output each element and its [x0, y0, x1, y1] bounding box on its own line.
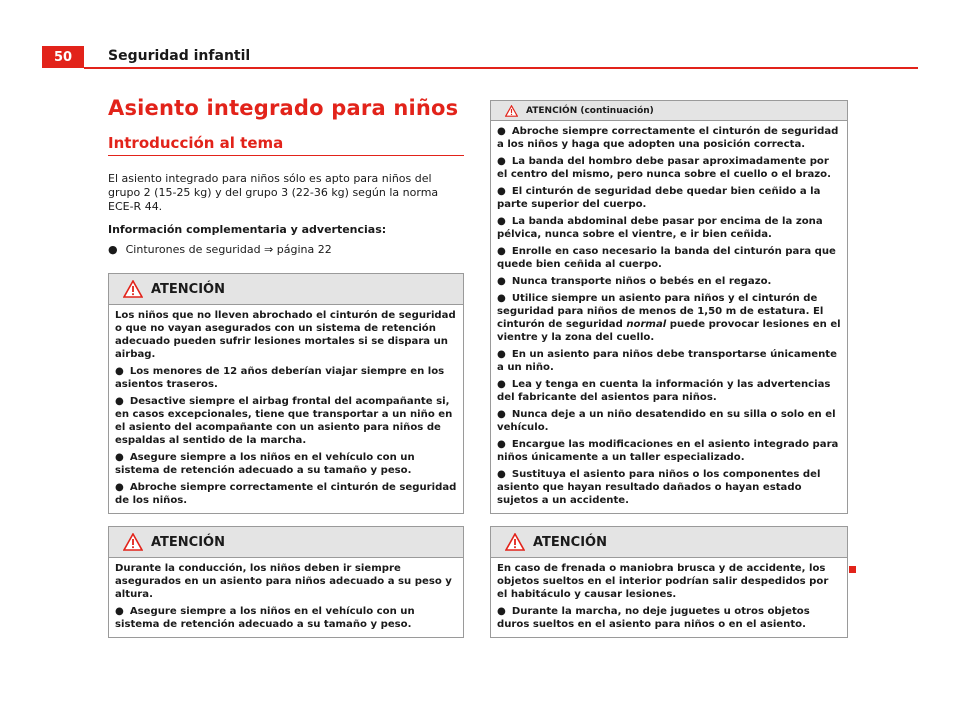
bullet: ● — [115, 396, 124, 407]
warning-item: ● Abroche siempre correctamente el cinturón de seguridad de los niños. — [115, 482, 457, 506]
bullet: ● — [115, 482, 124, 493]
xref-text: Cinturones de seguridad ⇒ página 22 — [125, 243, 332, 256]
bullet: ● — [497, 156, 506, 167]
warning-header — [491, 101, 847, 121]
xref-item[interactable] — [108, 243, 464, 256]
warning-item: ● Enrolle en caso necesario la banda del cinturón para que quede bien ceñida al cuerpo. — [497, 246, 836, 270]
warning-box-driving — [108, 526, 464, 638]
warning-item: ● En un asiento para niños debe transportarse únicamente a un niño. — [497, 349, 837, 373]
warning-item: ● Nunca deje a un niño desatendido en su silla o solo en el vehículo. — [497, 409, 836, 433]
warning-item: ● La banda del hombro debe pasar aproximadamente por el centro del mismo, pero nunca sobre el cuello o el brazo. — [497, 156, 831, 180]
warning-triangle-icon — [505, 105, 518, 117]
bullet: ● — [497, 439, 506, 450]
bullet: ● — [497, 216, 506, 227]
header-rule — [84, 67, 918, 69]
warning-lead: Durante la conducción, los niños deben ir siempre asegurados en un asiento para niños adecuado a su peso y altura. — [115, 563, 452, 600]
warning-body — [491, 558, 847, 637]
bullet: ● — [497, 126, 506, 137]
info-heading: Información complementaria y advertencias: — [108, 223, 387, 236]
end-of-section-marker — [849, 566, 856, 573]
bullet: ● — [497, 293, 506, 304]
warning-title: ATENCIÓN — [533, 534, 607, 550]
page-title: Asiento integrado para niños — [108, 96, 459, 120]
page-number: 50 — [42, 46, 84, 68]
warning-item: ● Lea y tenga en cuenta la información y las advertencias del fabricante del asientos para niños. — [497, 379, 831, 403]
bullet: ● — [497, 186, 506, 197]
warning-lead: Los niños que no lleven abrochado el cinturón de seguridad o que no vayan asegurados con un sistema de retención adecuado pueden sufrir lesiones mortales si se dispara un airbag. — [115, 310, 456, 360]
bullet: ● — [497, 409, 506, 420]
bullet: ● — [497, 469, 506, 480]
bullet: ● — [115, 606, 124, 617]
warning-item: ● Los menores de 12 años deberían viajar siempre en los asientos traseros. — [115, 366, 445, 390]
bullet: ● — [115, 366, 124, 377]
warning-item: ● La banda abdominal debe pasar por encima de la zona pélvica, nunca sobre el vientre, e ir bien ceñida. — [497, 216, 823, 240]
warning-item: ● Encargue las modificaciones en el asiento integrado para niños únicamente a un taller especializado. — [497, 439, 839, 463]
warning-item: ● Abroche siempre correctamente el cinturón de seguridad a los niños y haga que adopten una posición correcta. — [497, 126, 839, 150]
warning-box-loose-objects — [490, 526, 848, 638]
section-subtitle: Introducción al tema — [108, 134, 284, 152]
warning-item: ● Asegure siempre a los niños en el vehículo con un sistema de retención adecuado a su tamaño y peso. — [115, 606, 415, 630]
warning-item: ● Sustituya el asiento para niños o los componentes del asiento que hayan resultado dañados o hayan estado sujetos a un accidente. — [497, 469, 821, 506]
intro-paragraph: El asiento integrado para niños sólo es apto para niños del grupo 2 (15-25 kg) y del grupo 3 (22-36 kg) según la norma ECE-R 44. — [108, 172, 439, 213]
warning-title: ATENCIÓN — [151, 534, 225, 550]
warning-item: ● El cinturón de seguridad debe quedar bien ceñido a la parte superior del cuerpo. — [497, 186, 821, 210]
warning-item: ● Durante la marcha, no deje juguetes u otros objetos duros sueltos en el asiento para niños o en el asiento. — [497, 606, 810, 630]
warning-title: ATENCIÓN (continuación) — [526, 105, 654, 116]
warning-header — [109, 274, 463, 305]
warning-item: ● Asegure siempre a los niños en el vehículo con un sistema de retención adecuado a su tamaño y peso. — [115, 452, 415, 476]
warning-triangle-icon — [505, 533, 525, 551]
warning-header — [109, 527, 463, 558]
warning-item: ● Nunca transporte niños o bebés en el regazo. — [497, 276, 772, 287]
bullet: ● — [497, 246, 506, 257]
warning-item: ● Desactive siempre el airbag frontal del acompañante si, en casos excepcionales, tiene que transportar a un niño en el asiento del acompañante con un asiento para niños de espaldas al sentido de la marcha. — [115, 396, 453, 446]
emphasis-normal: normal — [626, 319, 667, 330]
right-column — [490, 100, 848, 638]
left-column — [108, 96, 464, 638]
warning-body — [109, 558, 463, 637]
warning-box-airbag — [108, 273, 464, 514]
bullet: ● — [108, 243, 118, 256]
warning-box-continued — [490, 100, 848, 514]
warning-body — [109, 305, 463, 513]
bullet: ● — [115, 452, 124, 463]
warning-item: ● Utilice siempre un asiento para niños y el cinturón de seguridad para niños de menos de 1,50 m de estatura. El cinturón de seguridad normal puede provocar lesiones en el vientre y la zona del cuello. — [497, 293, 841, 343]
warning-lead: En caso de frenada o maniobra brusca y de accidente, los objetos sueltos en el interior podrían salir despedidos por el habitáculo y causar lesiones. — [497, 563, 829, 600]
running-title: Seguridad infantil — [108, 48, 251, 64]
bullet: ● — [497, 276, 506, 287]
warning-title: ATENCIÓN — [151, 281, 225, 297]
warning-triangle-icon — [123, 280, 143, 298]
warning-body — [491, 121, 847, 513]
bullet: ● — [497, 379, 506, 390]
warning-header — [491, 527, 847, 558]
warning-triangle-icon — [123, 533, 143, 551]
bullet: ● — [497, 606, 506, 617]
bullet: ● — [497, 349, 506, 360]
subtitle-rule — [108, 155, 464, 156]
